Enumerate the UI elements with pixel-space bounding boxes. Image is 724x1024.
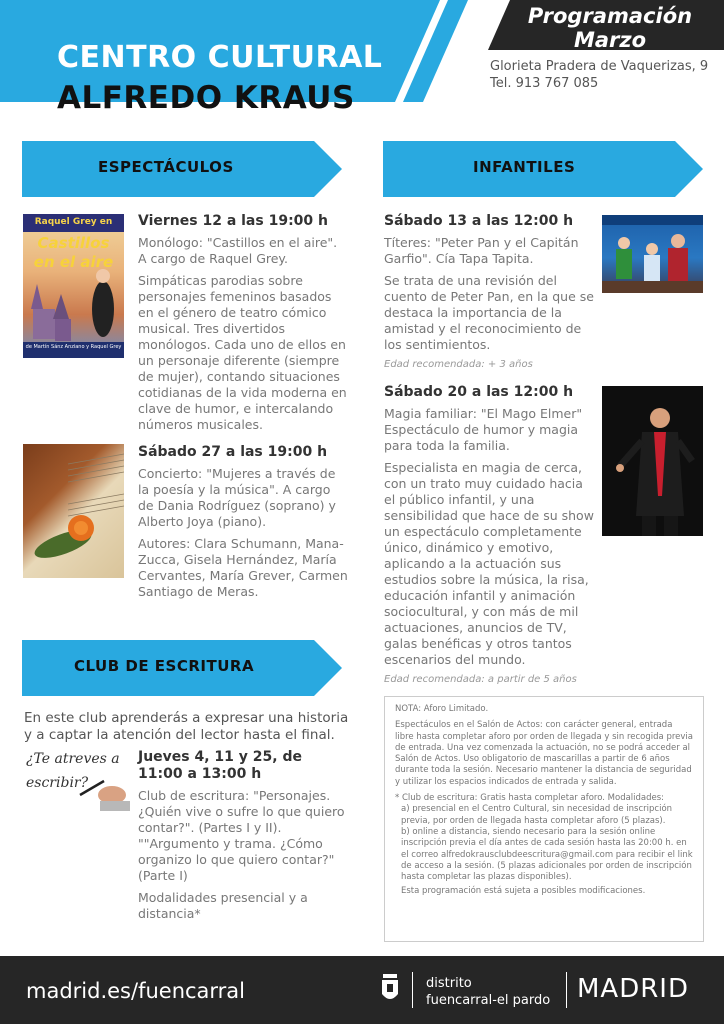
club-handwriting	[26, 751, 130, 813]
club-session	[138, 749, 350, 928]
address-block	[490, 58, 708, 92]
event-castillos	[138, 213, 348, 439]
infantiles-heading: INFANTILES	[473, 158, 576, 176]
event-body: Se trata de una revisión del cuento de Peter Pan, en la que se destaca la importancia de la amistad y el reconocimiento de los sentimientos.	[384, 273, 594, 352]
poster-title: Castillos en el aire	[33, 234, 114, 271]
notice-disclaimer: Esta programación está sujeta a posibles modificaciones.	[401, 886, 646, 897]
peter-pan-photo	[602, 215, 703, 293]
club-date: Jueves 4, 11 y 25, de 11:00 a 13:00 h	[138, 749, 302, 782]
event-body: Especialista en magia de cerca, con un trato muy cuidado hacia el público infantil, y una sensibilidad que hace de su show un espectáculo completamente único, dinámico y emotivo, aplicando a la actuación sus estudios sobre la música, la risa, educación infantil y animación sociocultural, y con más de mil actuaciones, anuncios de TV, galas benéficas y otros tantos escenarios del mundo.	[384, 460, 594, 667]
club-modalities: Modalidades presencial y a distancia*	[138, 890, 308, 921]
phone: Tel. 913 767 085	[490, 76, 599, 91]
notice-option-b: b) online a distancia, siendo necesario para la sesión online inscripción previa el día antes de cada sesión hasta las 20:00 h. en el correo alfredokrausclubdeescritura@gmail.com para recibir el link de acceso a la sesión. (5 plazas adicionales por orden de inscripción hasta completar las plazas disponibles).	[401, 826, 693, 883]
castillos-poster	[23, 214, 124, 358]
event-date: Viernes 12 a las 19:00 h	[138, 213, 328, 229]
program-month: Marzo	[573, 28, 647, 52]
footer-divider	[566, 972, 567, 1008]
concert-image	[23, 444, 124, 578]
district-name: fuencarral-el pardo	[426, 993, 551, 1008]
event-date: Sábado 20 a las 12:00 h	[384, 384, 574, 400]
event-description: Concierto: "Mujeres a través de la poesía y la música". A cargo de Dania Rodríguez (soprano) y Alberto Joya (piano).	[138, 466, 336, 529]
event-description: Títeres: "Peter Pan y el Capitán Garfio". Cía Tapa Tapita.	[384, 235, 579, 266]
notice-paragraph: Espectáculos en el Salón de Actos: con carácter general, entrada libre hasta completar aforo por orden de llegada y sin recogida previa de entrada. Una vez comenzada la actuación, no se podrá acceder al Salón de Actos. Uso obligatorio de mascarillas a partir de 6 años durante toda la sesión. Necesario mantener la distancia de seguridad y utilizar los espacios indicados de entrada y salida.	[395, 720, 693, 787]
mago-elmer-photo	[602, 386, 703, 536]
footer-district	[426, 975, 550, 1009]
event-date: Sábado 13 a las 12:00 h	[384, 213, 574, 229]
footer-city: MADRID	[577, 974, 689, 1004]
espectaculos-heading: ESPECTÁCULOS	[98, 158, 234, 176]
event-description: Monólogo: "Castillos en el aire". A cargo de Raquel Grey.	[138, 235, 338, 266]
handwriting-line1: ¿Te atreves a	[26, 751, 120, 767]
event-concierto	[138, 444, 348, 606]
poster-credit: de Martín Sánz Anziano y Raquel Grey	[25, 344, 122, 350]
club-intro: En este club aprenderás a expresar una historia y a captar la atención del lector hasta el final.	[24, 710, 349, 743]
event-mago-elmer	[384, 384, 594, 685]
age-recommendation: Edad recomendada: + 3 años	[384, 359, 533, 370]
club-description: Club de escritura: "Personajes. ¿Quién vive o sufre lo que quiero contar?". (Partes I y II). ""Argumento y trama. ¿Cómo organizo lo que quiero contar?" (Parte I)	[138, 788, 345, 883]
event-body: Simpáticas parodias sobre personajes femeninos basados en el género de teatro cómico musical. Tres divertidos monólogos. Cada uno de ellos en un personaje diferente (siempre de mujer), contando situaciones cotidianas de la vida moderna en clave de humor, e intercalando números musicales.	[138, 273, 347, 432]
header-title-line1: CENTRO CULTURAL	[57, 40, 383, 75]
event-date: Sábado 27 a las 19:00 h	[138, 444, 328, 460]
pen-hand-icon	[26, 751, 130, 813]
espectaculos-banner	[22, 141, 342, 197]
district-label: distrito	[426, 976, 472, 991]
event-body: Autores: Clara Schumann, Mana-Zucca, Gisela Hernández, María Cervantes, María Grever, Carmen Santiago de Meras.	[138, 536, 348, 599]
handwriting-line2: escribir?	[26, 775, 89, 791]
event-peter-pan	[384, 213, 594, 370]
event-description: Magia familiar: "El Mago Elmer" Espectáculo de humor y magia para toda la familia.	[384, 406, 583, 453]
header-title-line2: ALFREDO KRAUS	[57, 80, 355, 116]
age-recommendation: Edad recomendada: a partir de 5 años	[384, 674, 577, 685]
notice-title: NOTA: Aforo Limitado.	[395, 704, 489, 714]
program-label: Programación	[527, 4, 693, 28]
club-heading: CLUB DE ESCRITURA	[74, 657, 255, 675]
infantiles-banner	[383, 141, 703, 197]
footer-divider	[412, 972, 413, 1008]
address: Glorieta Pradera de Vaquerizas, 9	[490, 59, 709, 74]
club-banner	[22, 640, 342, 696]
notice-box	[384, 696, 704, 942]
footer-url[interactable]: madrid.es/fuencarral	[26, 979, 246, 1003]
notice-option-a: a) presencial en el Centro Cultural, sin necesidad de inscripción previa, por orden de llegada hasta completar aforo (5 plazas).	[401, 804, 673, 826]
madrid-crest-icon	[380, 972, 400, 1004]
poster-top-text: Raquel Grey en	[34, 217, 113, 227]
notice-club-title: * Club de escritura: Gratis hasta completar aforo. Modalidades:	[395, 793, 665, 804]
